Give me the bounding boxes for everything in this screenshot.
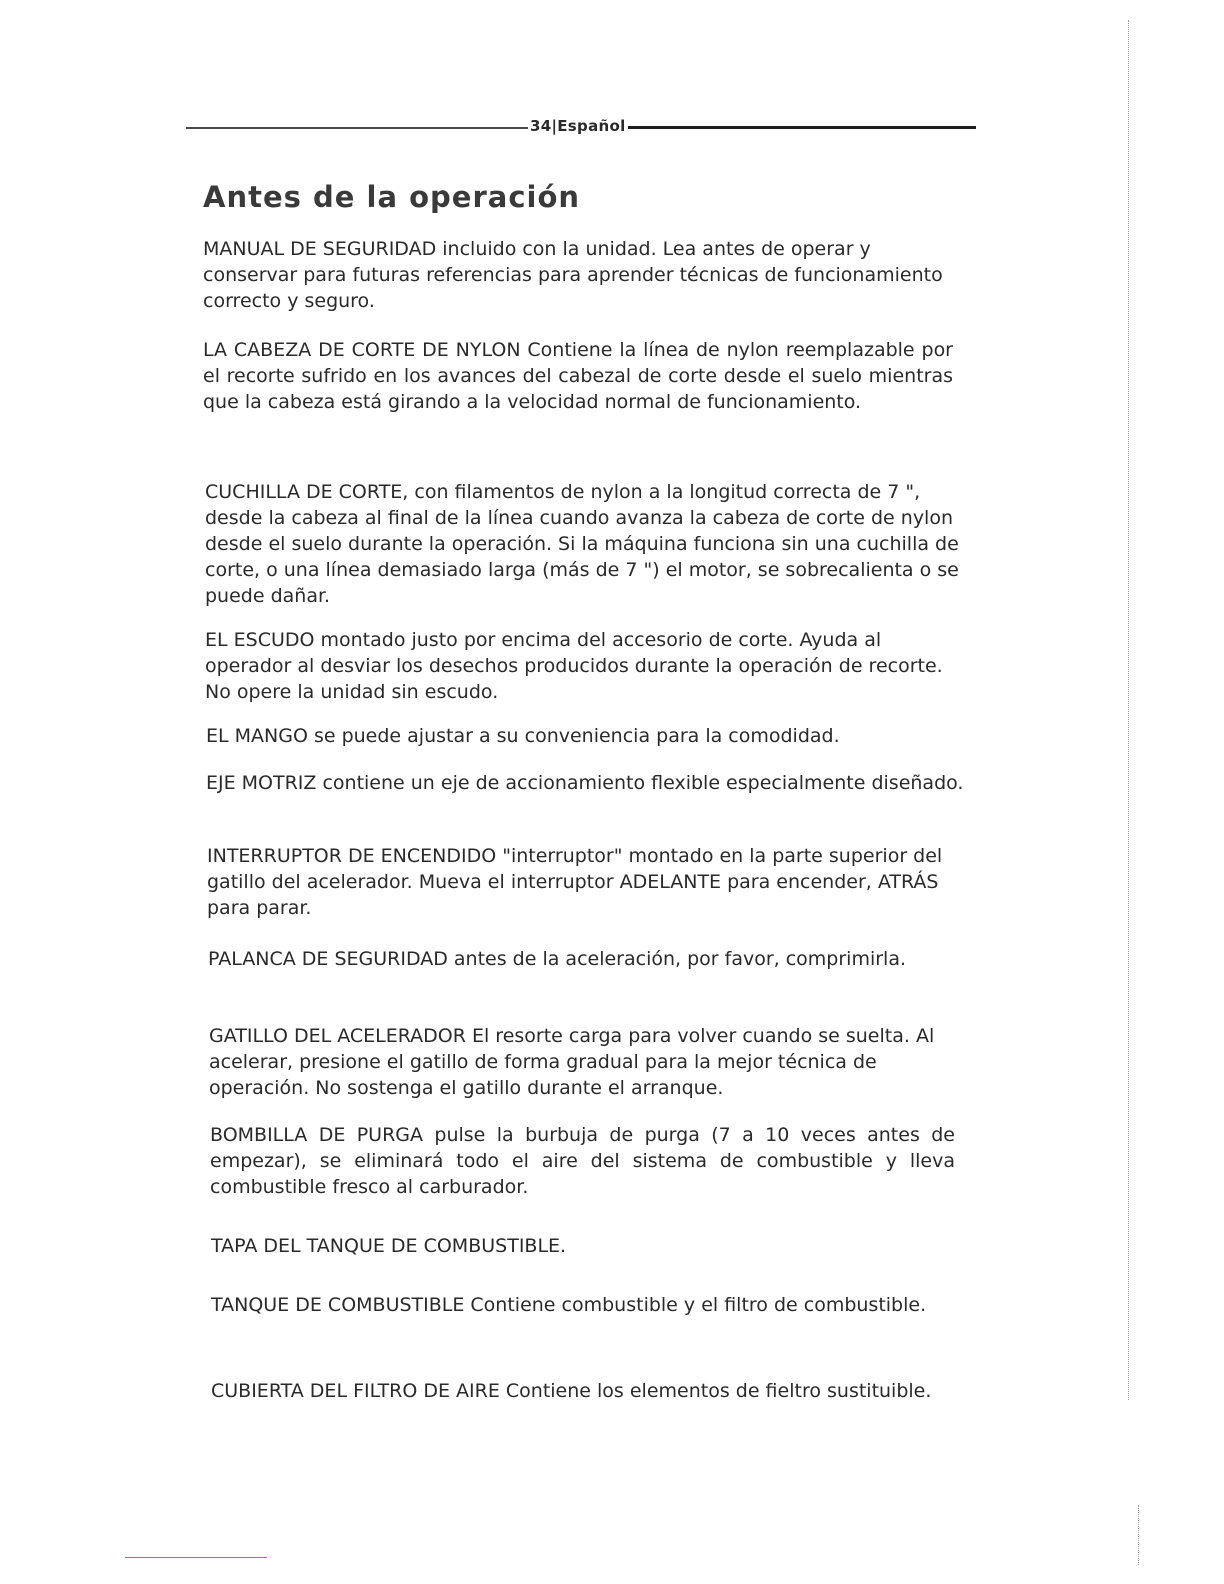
header-rule-right	[628, 126, 976, 129]
paragraph-tapa-del-tanque: TAPA DEL TANQUE DE COMBUSTIBLE.	[211, 1235, 567, 1257]
paragraph-cubierta-del-filtro: CUBIERTA DEL FILTRO DE AIRE Contiene los elementos de fieltro sustituible.	[211, 1380, 932, 1402]
paragraph-bombilla-de-purga: BOMBILLA DE PURGA pulse la burbuja de purga (7 a 10 veces antes de empezar), se eliminará todo el aire del sistema de combustible y lleva combustible fresco al carburador.	[210, 1124, 955, 1198]
scan-edge-bottom-right	[1138, 1505, 1139, 1565]
paragraph-palanca-de-seguridad: PALANCA DE SEGURIDAD antes de la aceleración, por favor, comprimirla.	[208, 948, 907, 970]
page-title: Antes de la operación	[203, 180, 581, 214]
page-number-language: 34|Español	[530, 117, 626, 135]
paragraph-eje-motriz: EJE MOTRIZ contiene un eje de accionamiento flexible especialmente diseñado.	[206, 772, 964, 794]
header-rule-left	[186, 127, 528, 129]
paragraph-cuchilla-de-corte: CUCHILLA DE CORTE, con filamentos de nylon a la longitud correcta de 7 ", desde la cabeza al final de la línea cuando avanza la cabeza de corte de nylon desde el suelo durante la operación. Si la máquina funciona sin una cuchilla de corte, o una línea demasiado larga (más de 7 ") el motor, se sobrecalienta o se puede dañar.	[205, 481, 959, 607]
paragraph-tanque-de-combustible: TANQUE DE COMBUSTIBLE Contiene combustible y el filtro de combustible.	[211, 1294, 927, 1316]
paragraph-gatillo-del-acelerador: GATILLO DEL ACELERADOR El resorte carga para volver cuando se suelta. Al acelerar, presione el gatillo de forma gradual para la mejor técnica de operación. No sostenga el gatillo durante el arranque.	[209, 1025, 935, 1099]
scan-edge-right	[1128, 20, 1129, 1400]
paragraph-interruptor-de-encendido: INTERRUPTOR DE ENCENDIDO "interruptor" montado en la parte superior del gatillo del acelerador. Mueva el interruptor ADELANTE para encender, ATRÁS para parar.	[207, 845, 943, 919]
paragraph-escudo: EL ESCUDO montado justo por encima del accesorio de corte. Ayuda al operador al desviar los desechos producidos durante la operación de recorte. No opere la unidad sin escudo.	[205, 629, 943, 703]
paragraph-cabeza-de-corte: LA CABEZA DE CORTE DE NYLON Contiene la línea de nylon reemplazable por el recorte sufrido en los avances del cabezal de corte desde el suelo mientras que la cabeza está girando a la velocidad normal de funcionamiento.	[203, 339, 953, 413]
bottom-rule	[125, 1557, 267, 1558]
paragraph-manual-de-seguridad: MANUAL DE SEGURIDAD incluido con la unidad. Lea antes de operar y conservar para futuras referencias para aprender técnicas de funcionamiento correcto y seguro.	[203, 238, 943, 312]
paragraph-mango: EL MANGO se puede ajustar a su conveniencia para la comodidad.	[206, 725, 840, 747]
